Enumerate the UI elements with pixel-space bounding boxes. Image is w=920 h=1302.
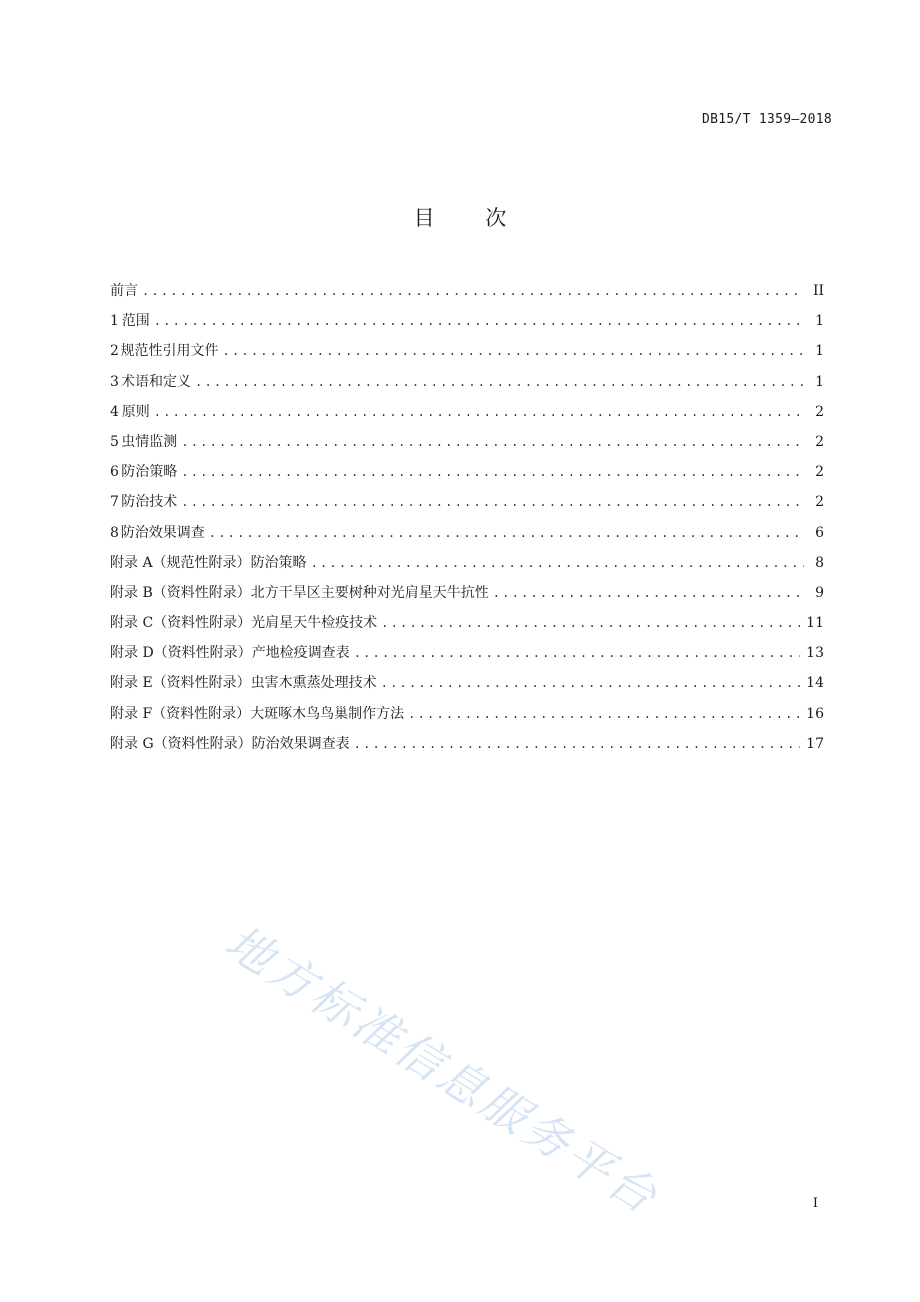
toc-entry-page: 11	[806, 615, 824, 632]
toc-entry[interactable]	[110, 518, 824, 548]
toc-entry-page: 9	[815, 584, 824, 601]
toc-entry-label: 北方干旱区主要树种对光肩星天牛抗性	[250, 584, 489, 601]
toc-dot-leader	[209, 518, 804, 548]
toc-entry-annex-prefix: 附录 B（资料性附录）	[110, 584, 251, 601]
toc-entry-label: 光肩星天牛检疫技术	[251, 615, 378, 632]
toc-entry-label: 防治效果调查	[120, 524, 205, 541]
toc-entry-label: 大斑啄木鸟鸟巢制作方法	[250, 705, 405, 722]
toc-entry-label: 原则	[121, 403, 150, 420]
toc-entry-page: 14	[806, 675, 824, 692]
toc-entry-page: 2	[815, 433, 824, 450]
toc-entry[interactable]	[110, 578, 824, 608]
toc-dot-leader	[354, 638, 800, 668]
toc-dot-leader	[493, 578, 804, 608]
toc-entry-label: 虫害木熏蒸处理技术	[250, 675, 377, 692]
page-title: 目 次	[413, 206, 529, 230]
toc-entry-page: 17	[806, 735, 824, 752]
toc-entry-annex-prefix: 附录 E（资料性附录）	[110, 675, 251, 692]
toc-entry-label: 防治策略	[121, 464, 178, 481]
table-of-contents	[110, 276, 824, 759]
toc-dot-leader	[408, 699, 800, 729]
toc-entry-page: II	[812, 283, 824, 299]
toc-entry[interactable]	[110, 729, 824, 759]
toc-entry-annex-prefix: 附录 D（资料性附录）	[110, 645, 252, 662]
toc-entry-page: 1	[815, 343, 824, 360]
toc-entry-label: 产地检疫调查表	[251, 645, 350, 662]
toc-entry[interactable]	[110, 548, 824, 578]
toc-entry[interactable]	[110, 699, 824, 729]
toc-entry-number: 2	[110, 343, 119, 360]
toc-entry[interactable]	[110, 638, 824, 668]
toc-entry-label: 术语和定义	[121, 373, 192, 390]
toc-entry-annex-prefix: 附录 C（资料性附录）	[110, 615, 252, 632]
toc-entry-number: 7	[110, 494, 119, 511]
toc-entry-annex-prefix: 附录 A（规范性附录）	[110, 554, 251, 571]
toc-dot-leader	[181, 457, 804, 487]
toc-entry-number: 8	[110, 524, 119, 541]
toc-dot-leader	[354, 729, 801, 759]
page-number: I	[812, 1196, 818, 1211]
document-code: DB15/T 1359—2018	[701, 112, 832, 127]
toc-dot-leader	[223, 336, 804, 366]
toc-entry-page: 6	[815, 524, 824, 541]
toc-dot-leader	[181, 427, 804, 457]
toc-entry-number: 4	[110, 403, 119, 420]
toc-entry[interactable]	[110, 336, 824, 366]
toc-entry[interactable]	[110, 487, 824, 517]
toc-dot-leader	[181, 487, 804, 517]
toc-entry-number: 6	[110, 464, 119, 481]
toc-entry-number: 3	[110, 373, 119, 390]
toc-entry-page: 8	[815, 554, 824, 571]
watermark-text: 地方标准信息服务平台	[216, 914, 669, 1226]
toc-entry-label: 前言	[110, 283, 138, 299]
toc-dot-leader	[195, 367, 804, 397]
toc-dot-leader	[142, 276, 804, 306]
toc-entry-label: 防治技术	[121, 494, 178, 511]
toc-entry[interactable]	[110, 457, 824, 487]
toc-entry[interactable]	[110, 276, 824, 306]
toc-entry-page: 1	[815, 313, 824, 330]
toc-entry-page: 2	[815, 403, 824, 420]
toc-entry[interactable]	[110, 306, 824, 336]
toc-entry[interactable]	[110, 397, 824, 427]
toc-entry-number: 5	[110, 433, 119, 450]
toc-entry-page: 1	[815, 373, 824, 390]
toc-entry-annex-prefix: 附录 G（资料性附录）	[110, 735, 252, 752]
toc-entry-label: 防治策略	[250, 554, 307, 571]
toc-dot-leader	[381, 608, 800, 638]
toc-entry-page: 2	[815, 494, 824, 511]
toc-entry-label: 规范性引用文件	[120, 343, 219, 360]
toc-dot-leader	[311, 548, 804, 578]
toc-entry-page: 13	[806, 645, 824, 662]
toc-entry-page: 2	[815, 464, 824, 481]
toc-entry-number: 1	[110, 313, 119, 330]
toc-dot-leader	[154, 306, 804, 336]
toc-entry-label: 防治效果调查表	[251, 735, 350, 752]
toc-entry[interactable]	[110, 608, 824, 638]
toc-entry[interactable]	[110, 668, 824, 698]
toc-entry-annex-prefix: 附录 F（资料性附录）	[110, 705, 251, 722]
toc-entry-label: 范围	[121, 313, 150, 330]
toc-entry[interactable]	[110, 367, 824, 397]
toc-dot-leader	[154, 397, 804, 427]
toc-entry[interactable]	[110, 427, 824, 457]
toc-entry-label: 虫情监测	[121, 433, 178, 450]
toc-entry-page: 16	[806, 705, 824, 722]
toc-dot-leader	[381, 668, 801, 698]
